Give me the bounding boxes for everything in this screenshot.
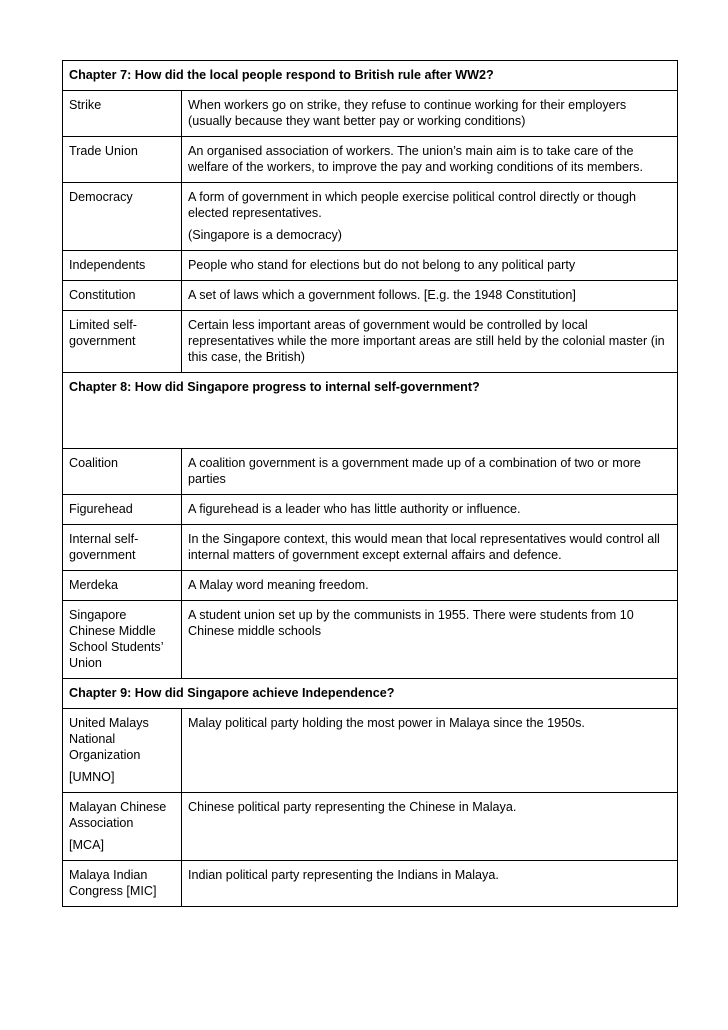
term-cell: Singapore Chinese Middle School Students’ Union [63,601,182,679]
definition-note: (Singapore is a democracy) [188,228,342,242]
definition-cell: When workers go on strike, they refuse to continue working for their employers (usually because they want better pay or working conditions) [182,91,678,137]
glossary-row [63,709,678,793]
glossary-row [63,571,678,601]
term-cell: Limited self-government [63,311,182,373]
definition-cell: People who stand for elections but do not belong to any political party [182,251,678,281]
glossary-row [63,793,678,861]
term-cell: Democracy [63,183,182,251]
chapter-heading: Chapter 8: How did Singapore progress to internal self-government? [63,373,678,449]
definition-cell: A set of laws which a government follows. [E.g. the 1948 Constitution] [182,281,678,311]
definition-cell: Chinese political party representing the Chinese in Malaya. [182,793,678,861]
glossary-row [63,601,678,679]
term-cell [63,709,182,793]
term-cell: Strike [63,91,182,137]
chapter-7-header-row [63,61,678,91]
definition-cell: A student union set up by the communists in 1955. There were students from 10 Chinese middle schools [182,601,678,679]
definition-cell: A figurehead is a leader who has little authority or influence. [182,495,678,525]
definition-cell [182,183,678,251]
term-cell: Coalition [63,449,182,495]
term-cell: Malaya Indian Congress [MIC] [63,861,182,907]
glossary-row [63,861,678,907]
glossary-row [63,281,678,311]
glossary-row [63,91,678,137]
term-cell: Figurehead [63,495,182,525]
glossary-row [63,251,678,281]
term-cell: Constitution [63,281,182,311]
term-text: United Malays National Organization [69,716,149,762]
definition-cell: Certain less important areas of government would be controlled by local representatives while the more important areas are still held by the colonial master (in this case, the British) [182,311,678,373]
term-abbreviation: [UMNO] [69,770,115,784]
definition-cell: Indian political party representing the Indians in Malaya. [182,861,678,907]
definition-cell: A coalition government is a government made up of a combination of two or more parties [182,449,678,495]
glossary-row [63,311,678,373]
term-abbreviation: [MCA] [69,838,104,852]
chapter-heading: Chapter 7: How did the local people respond to British rule after WW2? [63,61,678,91]
term-cell: Internal self-government [63,525,182,571]
term-cell: Independents [63,251,182,281]
glossary-row [63,183,678,251]
glossary-row [63,525,678,571]
definition-cell: In the Singapore context, this would mean that local representatives would control all internal matters of government except external affairs and defence. [182,525,678,571]
definition-cell: Malay political party holding the most power in Malaya since the 1950s. [182,709,678,793]
term-cell: Trade Union [63,137,182,183]
glossary-row [63,137,678,183]
glossary-table [62,60,678,907]
chapter-9-header-row [63,679,678,709]
glossary-row [63,449,678,495]
term-cell [63,793,182,861]
term-text: Malayan Chinese Association [69,800,167,830]
definition-cell: An organised association of workers. The union’s main aim is to take care of the welfare of the workers, to improve the pay and working conditions of its members. [182,137,678,183]
chapter-heading: Chapter 9: How did Singapore achieve Independence? [63,679,678,709]
definition-text: A form of government in which people exercise political control directly or though elected representatives. [188,190,637,220]
term-cell: Merdeka [63,571,182,601]
glossary-row [63,495,678,525]
chapter-8-header-row [63,373,678,449]
definition-cell: A Malay word meaning freedom. [182,571,678,601]
